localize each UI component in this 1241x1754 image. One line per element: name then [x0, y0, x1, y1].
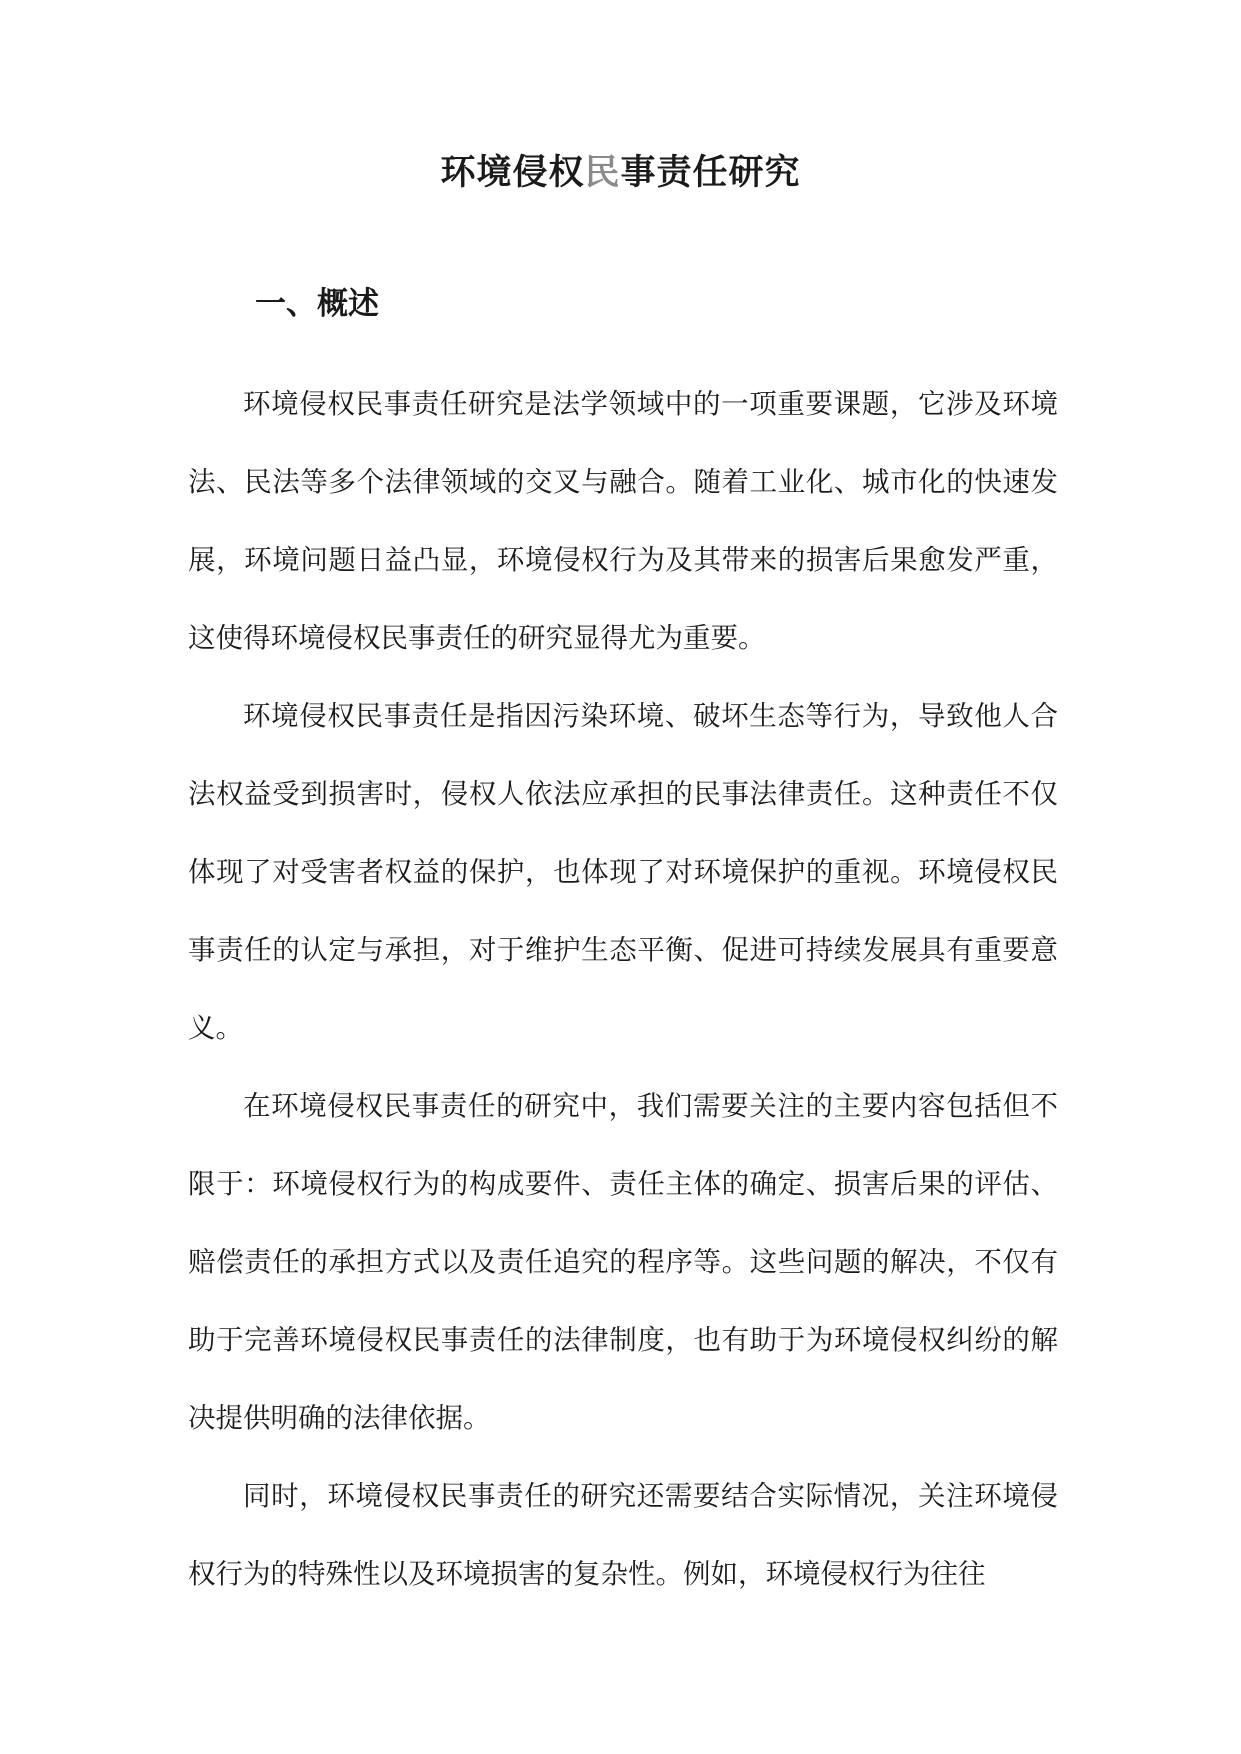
document-title-part2: 事责任研究	[620, 152, 801, 193]
paragraph: 环境侵权民事责任是指因污染环境、破坏生态等行为，导致他人合法权益受到损害时，侵权人依法应承担的民事法律责任。这种责任不仅体现了对受害者权益的保护，也体现了对环境保护的重视。环境侵权民事责任的认定与承担，对于维护生态平衡、促进可持续发展具有重要意义。	[188, 700, 1058, 1044]
paragraph: 同时，环境侵权民事责任的研究还需要结合实际情况，关注环境侵权行为的特殊性以及环境损害的复杂性。例如，环境侵权行为往往	[188, 1480, 1058, 1590]
document-title-part1: 环境侵权	[440, 152, 585, 193]
document-body	[188, 365, 1058, 1613]
paragraph: 在环境侵权民事责任的研究中，我们需要关注的主要内容包括但不限于：环境侵权行为的构成要件、责任主体的确定、损害后果的评估、赔偿责任的承担方式以及责任追究的程序等。这些问题的解决，不仅有助于完善环境侵权民事责任的法律制度，也有助于为环境侵权纠纷的解决提供明确的法律依据。	[188, 1090, 1058, 1434]
section-heading: 一、概述	[255, 286, 379, 322]
paragraph: 环境侵权民事责任研究是法学领域中的一项重要课题，它涉及环境法、民法等多个法律领域的交叉与融合。随着工业化、城市化的快速发展，环境问题日益凸显，环境侵权行为及其带来的损害后果愈发严重，这使得环境侵权民事责任的研究显得尤为重要。	[188, 388, 1058, 654]
document-title	[0, 148, 1241, 198]
document-title-highlighted-char: 民	[584, 152, 621, 193]
